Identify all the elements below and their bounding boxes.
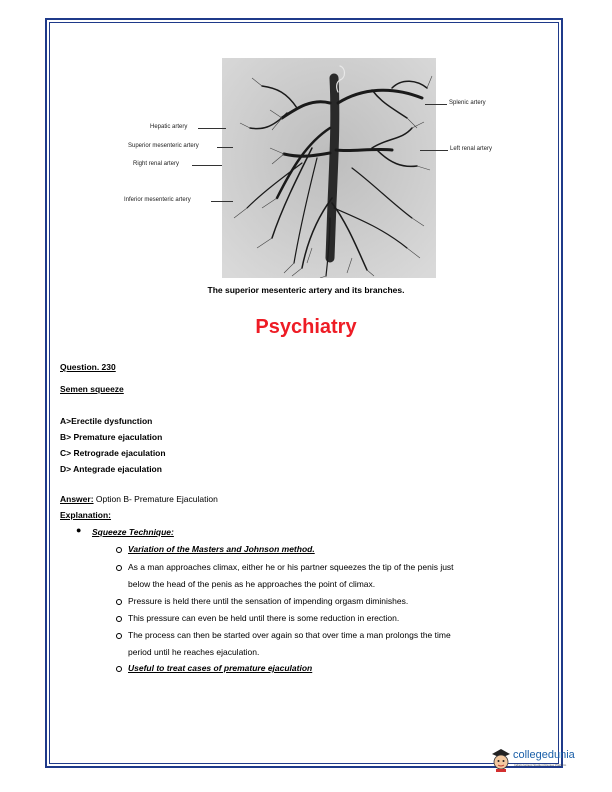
item-6: Useful to treat cases of premature ejaculation — [128, 663, 313, 673]
leader-line — [420, 150, 448, 151]
item-5: The process can then be started over again so that over time a man prolongs the time — [128, 630, 451, 640]
circle-bullet-icon — [116, 599, 122, 605]
item-3: Pressure is held there until the sensation of impending orgasm diminishes. — [128, 596, 409, 606]
leader-line — [425, 104, 447, 105]
bullet-dot-icon: ● — [76, 525, 82, 535]
answer-label: Answer: — [60, 494, 94, 504]
option-b: B> Premature ejaculation — [60, 432, 163, 442]
logo-name: collegedunia — [513, 749, 575, 761]
answer-value: Option B- Premature Ejaculation — [93, 494, 218, 504]
leader-line — [198, 128, 226, 129]
leader-line — [192, 165, 222, 166]
label-splenic-artery: Splenic artery — [449, 100, 486, 106]
option-d: D> Antegrade ejaculation — [60, 464, 162, 474]
circle-bullet-icon — [116, 633, 122, 639]
label-inferior-mesenteric-artery: Inferior mesenteric artery — [124, 197, 191, 203]
explanation-label: Explanation: — [60, 510, 112, 520]
item-2-continued: below the head of the penis as he approaches the point of climax. — [128, 579, 376, 589]
angiogram-image — [222, 58, 436, 278]
item-4: This pressure can even be held until there is some reduction in erection. — [128, 613, 400, 623]
label-superior-mesenteric-artery: Superior mesenteric artery — [128, 143, 199, 149]
circle-bullet-icon — [116, 565, 122, 571]
angiogram-illustration — [222, 58, 436, 278]
leader-line — [211, 201, 233, 202]
logo-tagline: India's largest Student Review Platform — [514, 763, 567, 767]
circle-bullet-icon — [116, 616, 122, 622]
label-left-renal-artery: Left renal artery — [450, 146, 493, 152]
option-c: C> Retrograde ejaculation — [60, 448, 166, 458]
section-title: Psychiatry — [255, 316, 357, 338]
label-hepatic-artery: Hepatic artery — [150, 124, 188, 130]
collegedunia-logo — [490, 748, 575, 772]
circle-bullet-icon — [116, 547, 122, 553]
label-right-renal-artery: Right renal artery — [133, 161, 180, 167]
bullet-squeeze-technique: Squeeze Technique: — [92, 527, 174, 537]
item-5-continued: period until he reaches ejaculation. — [128, 647, 260, 657]
question-title: Semen squeeze — [60, 384, 124, 394]
item-2: As a man approaches climax, either he or his partner squeezes the tip of the penis just — [128, 562, 454, 572]
question-number: Question. 230 — [60, 362, 116, 372]
item-1: Variation of the Masters and Johnson method. — [128, 544, 315, 554]
answer-line — [60, 494, 218, 504]
mascot-icon — [490, 748, 512, 772]
option-a: A>Erectile dysfunction — [60, 416, 153, 426]
leader-line — [217, 147, 233, 148]
figure-caption: The superior mesenteric artery and its branches. — [207, 285, 405, 295]
circle-bullet-icon — [116, 666, 122, 672]
